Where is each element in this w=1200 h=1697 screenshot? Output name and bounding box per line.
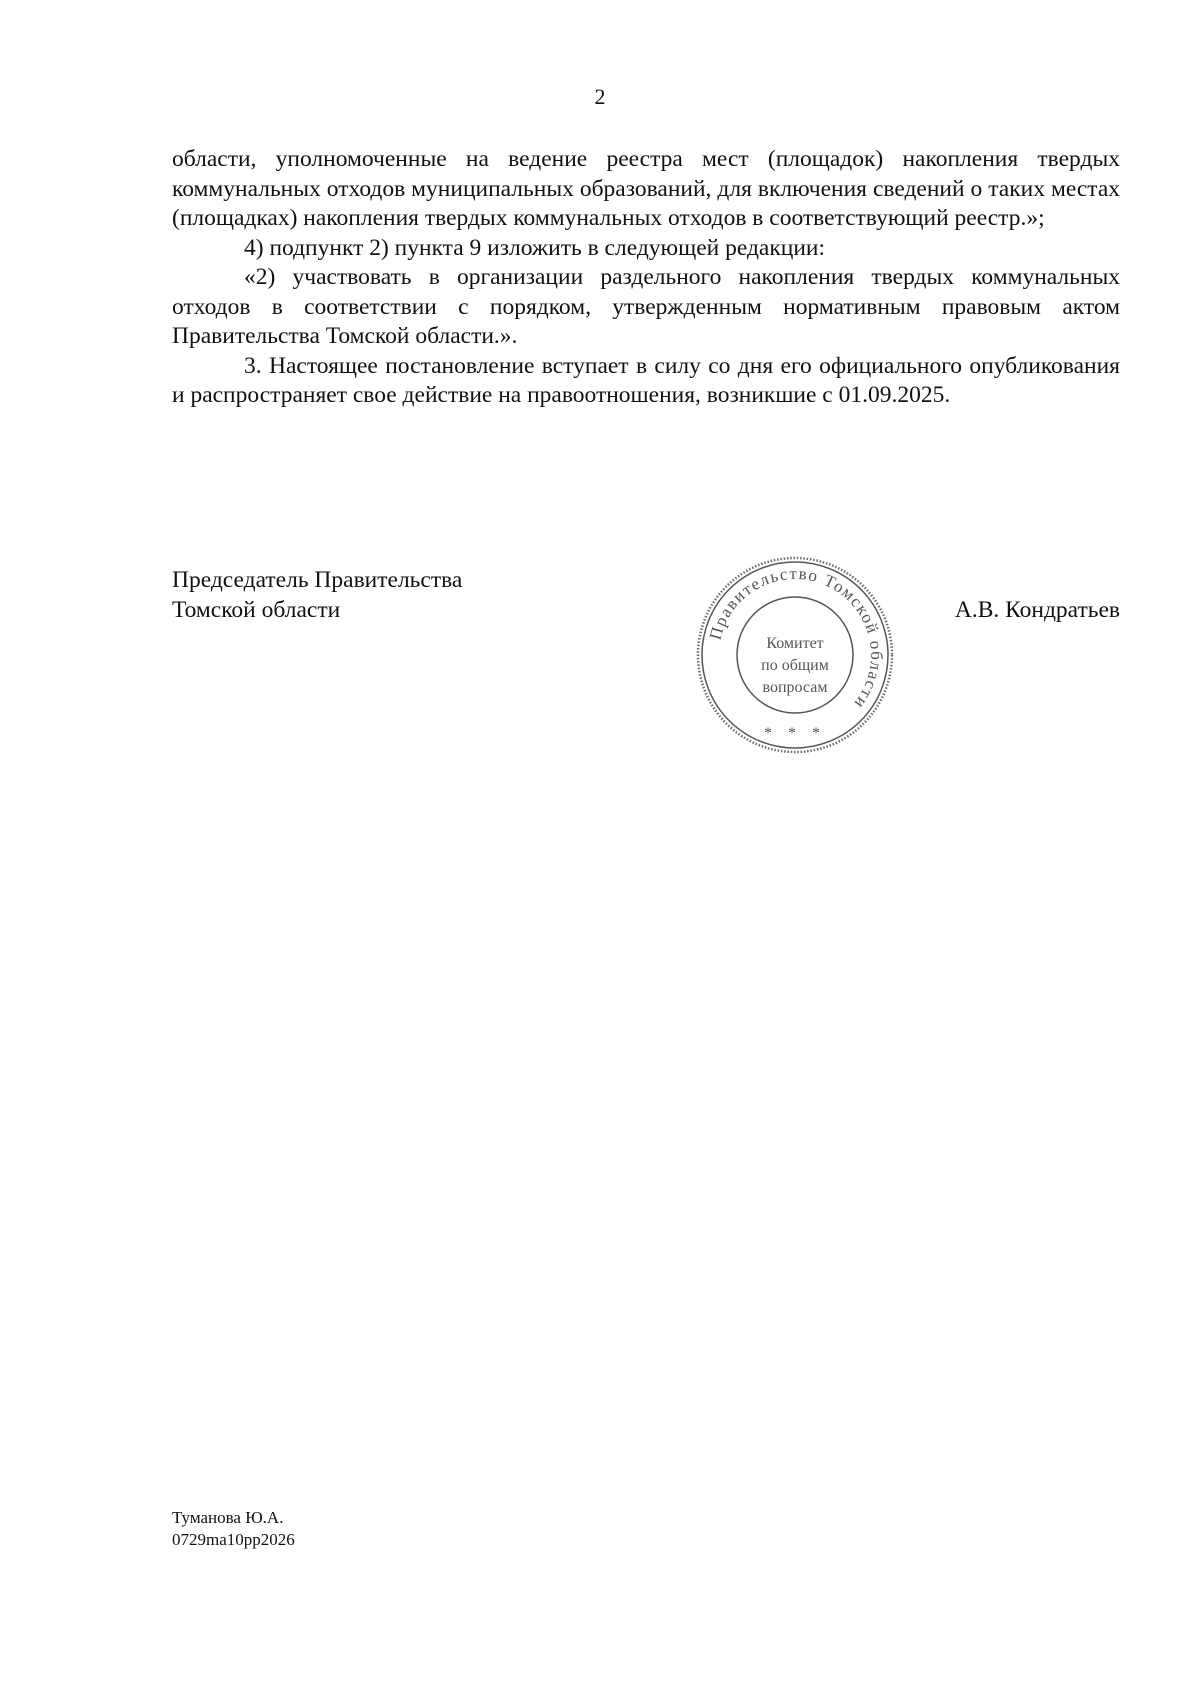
paragraph-item-4: 4) подпункт 2) пункта 9 изложить в следующей редакции: — [244, 234, 826, 261]
paragraph-continuation: области, уполномоченные на ведение реестра мест (площадок) накопления твердых коммунальных отходов муниципальных образований, для включения сведений о таких местах (площадках) накопления твердых коммунальных отходов в соответствующий реестр.»; — [172, 146, 1120, 231]
footer-author: Туманова Ю.А. — [172, 1508, 284, 1527]
official-stamp — [695, 555, 895, 755]
paragraph-item-3: 3. Настоящее постановление вступает в силу со дня его официального опубликования и распространяет свое действие на правоотношения, возникшие с 01.09.2025. — [172, 352, 1120, 408]
document-body — [172, 145, 1120, 411]
signer-title-line1: Председатель Правительства — [172, 567, 463, 593]
stamp-outer-text: Правительство Томской области — [705, 563, 887, 714]
signer-name: А.В. Кондратьев — [954, 597, 1120, 623]
page-number: 2 — [594, 84, 606, 109]
signer-title-line2: Томской области — [172, 596, 341, 623]
footer — [172, 1507, 295, 1551]
stamp-stars: * * * — [764, 725, 826, 742]
stamp-inner-line1: Комитет — [766, 635, 824, 652]
paragraph-quote: «2) участвовать в организации раздельного накопления твердых коммунальных отходов в соответствии с порядком, утвержденным нормативным правовым актом Правительства Томской области.». — [172, 264, 1120, 349]
footer-doc-code: 0729ma10pp2026 — [172, 1530, 295, 1549]
stamp-inner-line2: по общим — [761, 657, 829, 674]
signer-title — [172, 566, 462, 625]
stamp-inner-line3: вопросам — [762, 679, 828, 696]
